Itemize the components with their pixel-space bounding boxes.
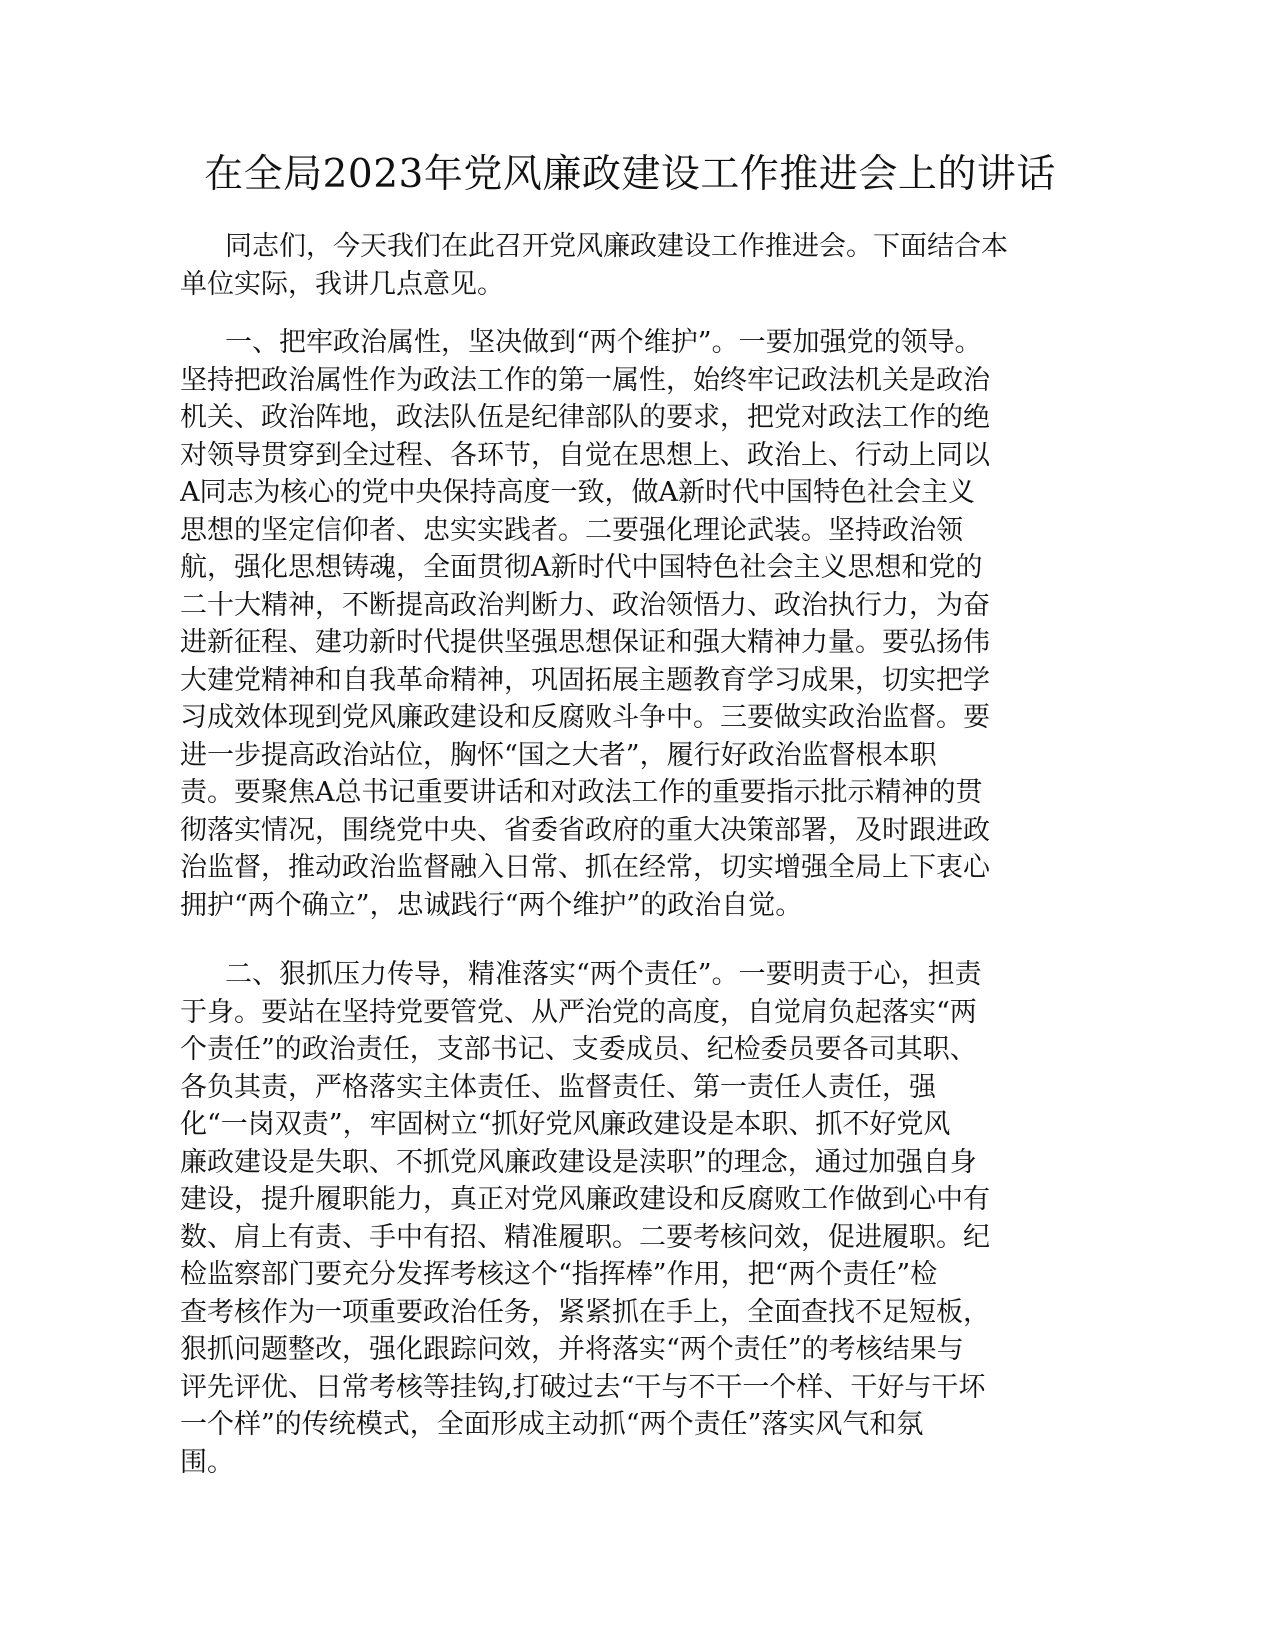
text-line: 数、肩上有责、手中有招、精准履职。二要考核问效，促进履职。纪	[180, 1221, 990, 1253]
text-line: 化“一岗双责”，牢固树立“抓好党风廉政建设是本职、抓不好党风	[180, 1109, 951, 1140]
text-line: 廉政建设是失职、不抓党风廉政建设是渎职”的理念，通过加强自身	[180, 1146, 977, 1178]
paragraph-section-one	[180, 324, 1080, 924]
text-line: 二十大精神，不断提高政治判断力、政治领悟力、政治执行力，为奋	[180, 589, 990, 621]
text-line: 查考核作为一项重要政治任务，紧紧抓在手上，全面查找不足短板，	[180, 1296, 990, 1328]
text-line: 治监督，推动政治监督融入日常、抓在经常，切实增强全局上下衷心	[180, 852, 990, 883]
text-line: 航，强化思想铸魂，全面贯彻A新时代中国特色社会主义思想和党的	[180, 552, 983, 583]
document-title: 在全局2023年党风廉政建设工作推进会上的讲话	[204, 152, 1056, 197]
text-line: 思想的坚定信仰者、忠实实践者。二要强化理论武装。坚持政治领	[180, 514, 963, 546]
text-line: 机关、政治阵地，政法队伍是纪律部队的要求，把党对政法工作的绝	[180, 402, 990, 433]
text-line: 建设，提升履职能力，真正对党风廉政建设和反腐败工作做到心中有	[180, 1184, 990, 1215]
text-line: 拥护“两个确立”，忠诚践行“两个维护”的政治自觉。	[180, 889, 803, 921]
text-line: 围。	[180, 1446, 234, 1478]
text-line: 于身。要站在坚持党要管党、从严治党的高度，自觉肩负起落实“两	[180, 996, 977, 1028]
text-line: 各负其责，严格落实主体责任、监督责任、第一责任人责任，强	[180, 1071, 936, 1103]
text-line: 个责任”的政治责任，支部书记、支委成员、纪检委员要各司其职、	[180, 1034, 977, 1065]
text-line: 坚持把政治属性作为政法工作的第一属性，始终牢记政法机关是政治	[180, 364, 990, 396]
text-line: 责。要聚焦A总书记重要讲话和对政法工作的重要指示批示精神的贯	[180, 777, 983, 808]
text-line: 评先评优、日常考核等挂钩,打破过去“干与不干一个样、干好与干坏	[180, 1371, 986, 1403]
document-page	[180, 0, 1080, 1650]
text-line: 一、把牢政治属性，坚决做到“两个维护”。一要加强党的领导。	[225, 327, 982, 358]
text-line: 检监察部门要充分发挥考核这个“指挥棒”作用，把“两个责任”检	[180, 1259, 938, 1290]
text-line: A同志为核心的党中央保持高度一致，做A新时代中国特色社会主义	[180, 477, 975, 508]
text-line: 一个样”的传统模式，全面形成主动抓“两个责任”落实风气和氛	[180, 1409, 924, 1440]
text-line: 进一步提高政治站位，胸怀“国之大者”，履行好政治监督根本职	[180, 739, 937, 771]
text-line: 狠抓问题整改，强化跟踪问效，并将落实“两个责任”的考核结果与	[180, 1334, 964, 1365]
text-line: 习成效体现到党风廉政建设和反腐败斗争中。三要做实政治监督。要	[180, 702, 990, 733]
text-line: 二、狠抓压力传导，精准落实“两个责任”。一要明责于心，担责	[225, 959, 982, 990]
text-line: 彻落实情况，围绕党中央、省委省政府的重大决策部署，及时跟进政	[180, 814, 990, 846]
text-line: 单位实际，我讲几点意见。	[180, 268, 504, 300]
text-line: 进新征程、建功新时代提供坚强思想保证和强大精神力量。要弘扬伟	[180, 627, 990, 658]
text-line: 对领导贯穿到全过程、各环节，自觉在思想上、政治上、行动上同以	[180, 439, 990, 471]
paragraph-section-two	[180, 956, 1080, 1481]
text-line: 大建党精神和自我革命精神，巩固拓展主题教育学习成果，切实把学	[180, 664, 990, 696]
paragraph-opening	[180, 228, 1080, 303]
text-line: 同志们，今天我们在此召开党风廉政建设工作推进会。下面结合本	[225, 231, 1008, 262]
